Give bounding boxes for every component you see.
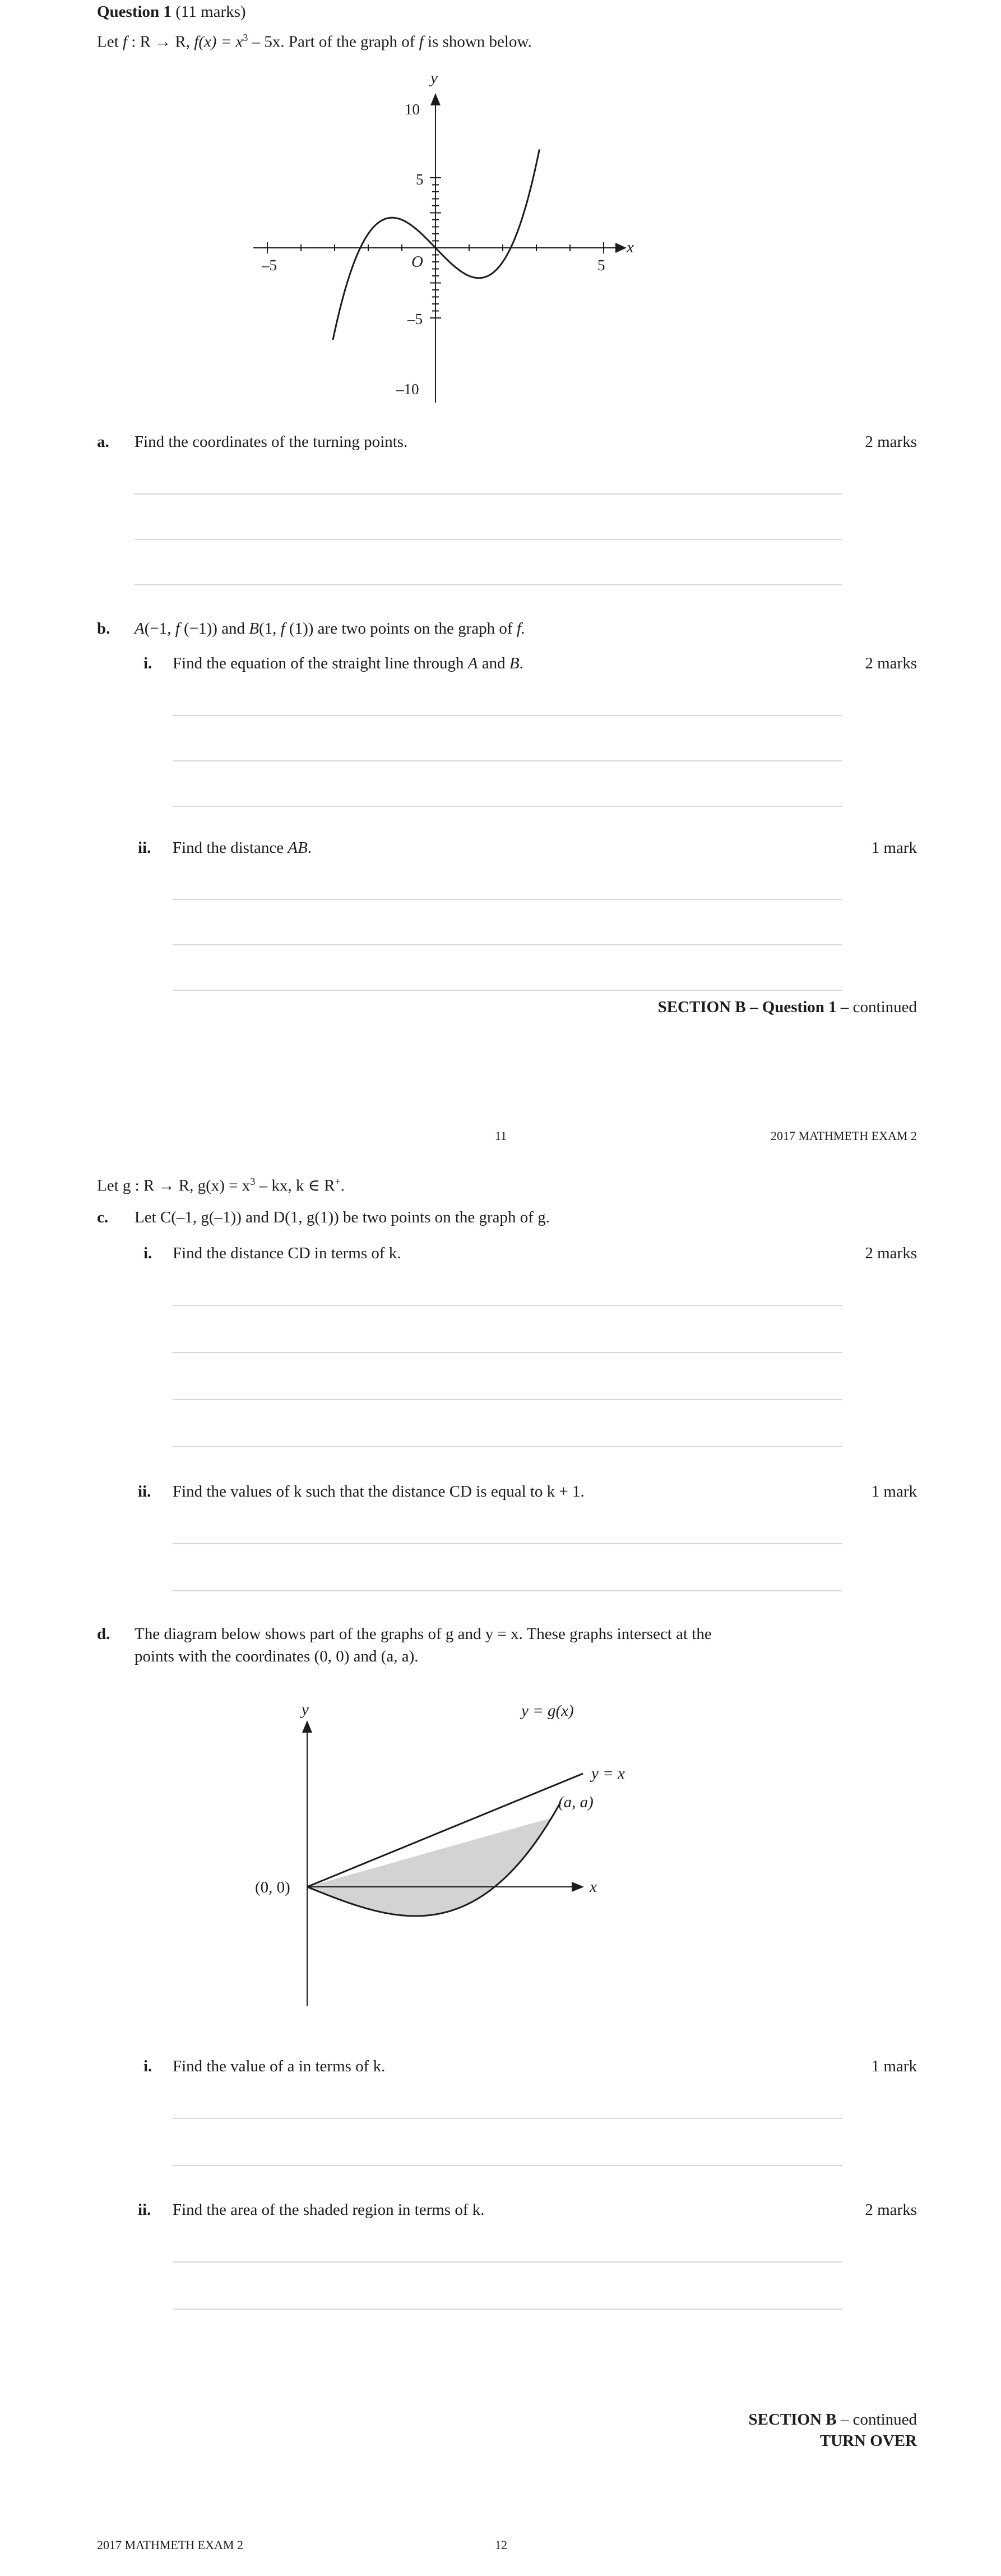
intro-text: – 5x. Part of the graph of xyxy=(248,33,419,51)
point-A: A xyxy=(467,654,478,672)
question-title: Question 1 xyxy=(97,3,172,21)
answer-line[interactable] xyxy=(173,1446,842,1447)
part-b-label: b. xyxy=(97,620,110,638)
part-a-text: Find the coordinates of the turning points. xyxy=(135,433,408,451)
intersection-label: (a, a) xyxy=(558,1793,594,1811)
part-b-f: f xyxy=(175,620,180,638)
part-b-ii-fragment: Find the distance xyxy=(173,839,288,857)
x-axis-label: x xyxy=(627,238,634,256)
answer-line[interactable] xyxy=(135,539,842,540)
part-d-ii-label: ii. xyxy=(138,2201,151,2219)
point-B: B xyxy=(509,654,520,672)
x-tick-label-neg5: –5 xyxy=(262,257,277,274)
origin-point-label: (0, 0) xyxy=(255,1878,290,1896)
part-d-i-marks: 1 mark xyxy=(871,2057,917,2075)
line-label: y = x xyxy=(591,1765,625,1783)
page-number: 11 xyxy=(495,1129,507,1143)
part-b-ii-text xyxy=(173,838,312,857)
answer-line[interactable] xyxy=(173,2309,842,2310)
y-tick-label-neg10: –10 xyxy=(396,381,419,398)
page1-footer xyxy=(658,998,917,1017)
part-b-i-fragment: . xyxy=(519,654,523,672)
x-axis-arrow xyxy=(615,243,627,253)
answer-line[interactable] xyxy=(173,715,842,716)
footer-section: SECTION B xyxy=(748,2411,837,2429)
answer-line[interactable] xyxy=(173,1352,842,1353)
answer-line[interactable] xyxy=(173,1590,842,1591)
part-d-line2: points with the coordinates (0, 0) and (a, a). xyxy=(135,1647,419,1665)
origin-label: O xyxy=(411,253,423,271)
part-c-label: c. xyxy=(97,1208,109,1226)
part-b-i-text xyxy=(173,654,523,673)
exam-header: 2017 MATHMETH EXAM 2 xyxy=(771,1129,917,1143)
part-b-text xyxy=(135,619,525,638)
intro-exponent: 3 xyxy=(250,1176,256,1187)
intro-f: f xyxy=(122,33,127,51)
part-b-ii-label: ii. xyxy=(138,839,151,857)
part-c-text: Let C(–1, g(–1)) and D(1, g(1)) be two points on the graph of g. xyxy=(135,1208,550,1226)
intro-f: f xyxy=(194,33,199,51)
page2-footer xyxy=(749,2410,917,2429)
intro-text: Let xyxy=(97,33,123,51)
answer-line[interactable] xyxy=(135,493,842,495)
intro-f: f xyxy=(419,33,424,51)
part-b-f: f. xyxy=(516,620,526,638)
answer-line[interactable] xyxy=(173,944,842,945)
part-c-ii-text: Find the values of k such that the distance CD is equal to k + 1. xyxy=(173,1483,585,1501)
segment-AB: AB xyxy=(288,839,308,857)
part-c-i-text: Find the distance CD in terms of k. xyxy=(173,1244,401,1262)
y-tick-label-neg5: –5 xyxy=(407,311,423,327)
part-b-ii-fragment: . xyxy=(307,839,312,857)
shaded-region-diagram xyxy=(0,1693,1001,2030)
intro-text: . xyxy=(340,1176,345,1195)
answer-line[interactable] xyxy=(173,760,842,761)
answer-line[interactable] xyxy=(173,990,842,991)
diagram-y-label: y xyxy=(302,1701,309,1719)
part-b-fragment: (1)) are two points on the graph of xyxy=(285,620,517,638)
part-a-marks: 2 marks xyxy=(865,433,917,451)
intro-exponent: 3 xyxy=(243,32,248,43)
y-tick-label-10: 10 xyxy=(405,101,420,118)
part-b-i-fragment: and xyxy=(478,654,509,672)
part-b-i-label: i. xyxy=(143,654,152,672)
part-c-i-label: i. xyxy=(143,1244,152,1262)
page2-intro xyxy=(97,1172,345,1195)
answer-line[interactable] xyxy=(173,806,842,807)
intro-superscript: + xyxy=(335,1176,341,1187)
intro-text: : R → R, xyxy=(127,33,194,51)
answer-line[interactable] xyxy=(135,584,842,585)
part-c-ii-marks: 1 mark xyxy=(871,1483,917,1501)
y-axis-label: y xyxy=(430,69,438,87)
intro-text: – kx, k ∈ R xyxy=(255,1176,335,1195)
part-b-f: f xyxy=(280,620,285,638)
page-number: 12 xyxy=(495,2538,507,2552)
intro-text: is shown below. xyxy=(423,33,532,51)
part-b-i-fragment: Find the equation of the straight line through xyxy=(173,654,468,672)
part-d-label: d. xyxy=(97,1625,110,1643)
footer-section: SECTION B – Question 1 xyxy=(657,998,837,1016)
diagram-y-axis-arrow xyxy=(302,1720,312,1733)
part-d-i-label: i. xyxy=(143,2057,152,2075)
y-axis-arrow xyxy=(430,93,441,105)
part-a-label: a. xyxy=(97,433,109,451)
answer-line[interactable] xyxy=(173,899,842,900)
point-B: B xyxy=(249,620,259,638)
point-A: A xyxy=(135,620,145,638)
x-tick-label-5: 5 xyxy=(597,257,605,274)
diagram-x-axis-arrow xyxy=(572,1882,584,1892)
intro-text: (x) = x xyxy=(198,33,243,51)
part-b-fragment: (−1, xyxy=(144,620,175,638)
question-marks: (11 marks) xyxy=(175,3,246,21)
footer-continued: – continued xyxy=(836,2411,917,2429)
cubic-graph xyxy=(0,0,1001,426)
part-d-i-text: Find the value of a in terms of k. xyxy=(173,2057,386,2075)
answer-line[interactable] xyxy=(173,2118,842,2119)
part-d-ii-text: Find the area of the shaded region in terms of k. xyxy=(173,2201,485,2219)
part-b-ii-marks: 1 mark xyxy=(871,839,917,857)
footer-continued: – continued xyxy=(836,998,917,1016)
intro-text: Let g : R → R, g(x) = x xyxy=(97,1176,251,1195)
answer-line[interactable] xyxy=(173,1305,842,1306)
part-d-line1: The diagram below shows part of the graphs of g and y = x. These graphs intersect at the xyxy=(135,1625,712,1643)
turn-over: TURN OVER xyxy=(819,2432,917,2450)
answer-line[interactable] xyxy=(173,2165,842,2166)
part-d-ii-marks: 2 marks xyxy=(865,2201,917,2219)
answer-line[interactable] xyxy=(173,2261,842,2263)
part-b-i-marks: 2 marks xyxy=(865,654,917,672)
part-c-i-marks: 2 marks xyxy=(865,1244,917,1262)
y-tick-label-5: 5 xyxy=(416,171,424,188)
part-b-fragment: (−1)) and xyxy=(179,620,249,638)
curve-label: y = g(x) xyxy=(521,1702,574,1720)
part-b-fragment: (1, xyxy=(258,620,281,638)
answer-line[interactable] xyxy=(173,1399,842,1400)
exam-header: 2017 MATHMETH EXAM 2 xyxy=(97,2538,243,2552)
part-c-ii-label: ii. xyxy=(138,1483,151,1501)
answer-line[interactable] xyxy=(173,1543,842,1544)
diagram-x-label: x xyxy=(590,1878,597,1896)
